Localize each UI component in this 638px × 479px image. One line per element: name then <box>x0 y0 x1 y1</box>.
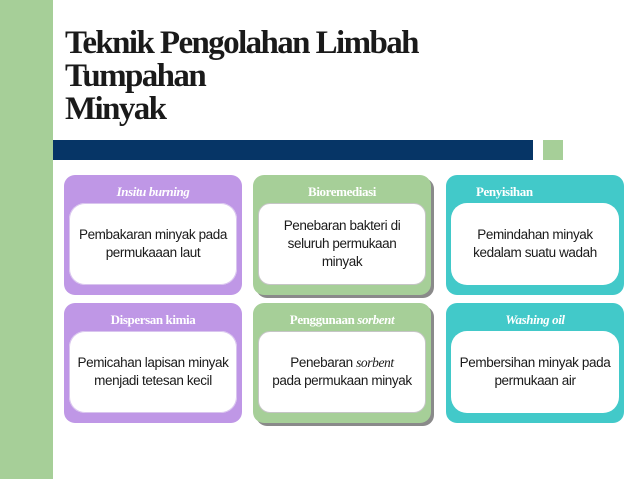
card-heading: Bioremediasi <box>308 184 376 199</box>
card-washing-oil <box>446 303 624 423</box>
card-heading: Washing oil <box>505 312 565 327</box>
card-description: Pemicahan lapisan minyak menjadi tetesan kecil <box>69 331 237 413</box>
slide-title <box>65 27 485 126</box>
card-description: Pembakaran minyak pada permukaaan laut <box>69 203 237 285</box>
card-heading <box>253 308 431 332</box>
title-line-2: Tumpahan <box>65 58 206 94</box>
description-italic-text: sorbent <box>356 355 394 370</box>
card-heading: Penyisihan <box>476 184 533 199</box>
heading-text: Penggunaan <box>289 312 355 327</box>
card-insitu-burning <box>64 175 242 295</box>
accent-square <box>543 140 563 160</box>
title-line-3: Minyak <box>65 91 166 127</box>
card-dispersan-kimia <box>64 303 242 423</box>
description-text: Penebaran <box>290 355 353 370</box>
card-description <box>258 331 426 413</box>
card-heading: Dispersan kimia <box>110 312 196 327</box>
title-line-1: Teknik Pengolahan Limbah <box>65 25 418 61</box>
title-underline-bar <box>53 140 533 160</box>
card-description: Pembersihan minyak pada permukaan air <box>451 331 619 413</box>
card-description: Pemindahan minyak kedalam suatu wadah <box>451 203 619 285</box>
description-text-end: pada permukaan minyak <box>272 373 412 388</box>
left-sidebar-band <box>0 0 53 479</box>
card-penggunaan-sorbent <box>253 303 431 423</box>
heading-italic-text: sorbent <box>357 312 395 327</box>
card-description: Penebaran bakteri di seluruh permukaan minyak <box>258 203 426 285</box>
card-penyisihan <box>446 175 624 295</box>
card-heading: Insitu burning <box>116 184 190 199</box>
card-bioremediasi <box>253 175 431 295</box>
